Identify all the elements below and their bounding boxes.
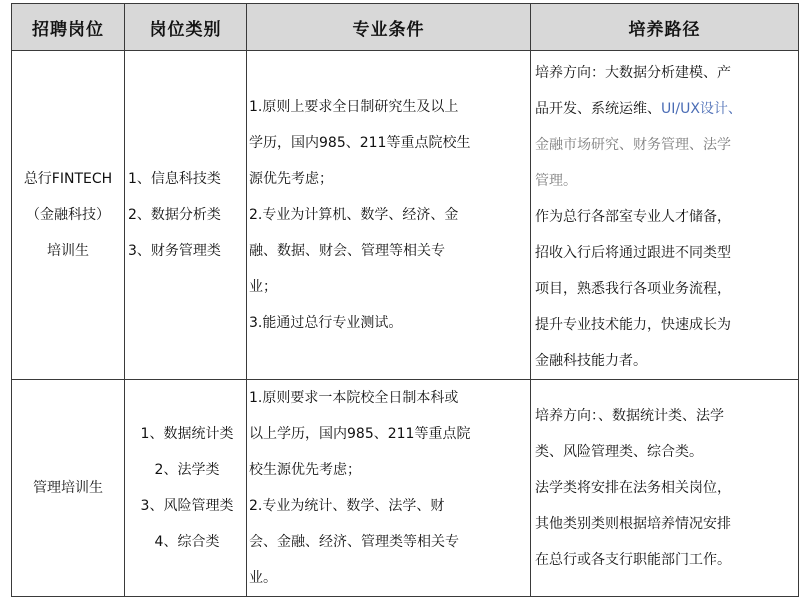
requirements-cell	[247, 380, 531, 597]
requirement-line: 融、数据、财会、管理等相关专	[249, 243, 445, 259]
path-line	[535, 55, 794, 91]
requirement-line: 以上学历，国内985、211等重点院	[249, 426, 471, 442]
category-cell	[125, 380, 247, 597]
path-line: 培养方向：、数据统计类、法学	[535, 408, 724, 424]
header-requirements: 专业条件	[247, 4, 531, 51]
path-line: 提升专业技术能力，快速成长为	[535, 317, 731, 333]
position-line: 总行FINTECH	[23, 171, 113, 187]
path-line: 项目，熟悉我行各项业务流程，	[535, 281, 731, 297]
category-item: 3、财务管理类	[128, 243, 221, 259]
path-text-grey: 管理。	[535, 173, 577, 189]
path-text-highlight: UI/UX设计、	[661, 101, 742, 117]
path-line: 法学类将安排在法务相关岗位，	[535, 480, 731, 496]
position-line: （金融科技）	[26, 207, 110, 223]
position-line: 管理培训生	[33, 480, 103, 496]
path-line: 类、风险管理类、综合类。	[535, 444, 703, 460]
header-position: 招聘岗位	[12, 4, 125, 51]
header-category: 岗位类别	[125, 4, 247, 51]
path-text-grey: 、财务管理、法学	[619, 137, 731, 153]
header-row	[12, 4, 799, 51]
category-item: 1、信息科技类	[128, 171, 221, 187]
requirements-cell	[247, 51, 531, 380]
category-item: 3、风险管理类	[140, 498, 234, 514]
position-line: 培训生	[47, 243, 89, 259]
requirement-line: 业。	[249, 570, 277, 586]
path-line: 招收入行后将通过跟进不同类型	[535, 245, 731, 261]
path-line	[535, 127, 794, 163]
header-training-path: 培养路径	[531, 4, 799, 51]
category-item: 1、数据统计类	[140, 426, 234, 442]
path-text-grey: 金融市场研究	[535, 137, 619, 153]
path-text: 品开发、系统运维、	[535, 101, 661, 117]
table-row-fintech	[12, 51, 799, 380]
category-cell	[125, 51, 247, 380]
path-line: 在总行或各支行职能部门工作。	[535, 552, 731, 568]
requirement-line: 2.专业为计算机、数学、经济、金	[249, 207, 459, 223]
path-line: 作为总行各部室专业人才储备，	[535, 209, 731, 225]
recruitment-table	[11, 3, 799, 597]
training-path-cell	[531, 380, 799, 597]
position-cell	[12, 51, 125, 380]
requirement-line: 2.专业为统计、数学、法学、财	[249, 498, 445, 514]
path-line	[535, 163, 794, 199]
path-text: 培养方向：大数据分析建模、产	[535, 65, 731, 81]
category-item: 2、数据分析类	[128, 207, 221, 223]
requirement-line: 3.能通过总行专业测试。	[249, 315, 403, 331]
requirement-line: 学历，国内985、211等重点院校生	[249, 135, 471, 151]
category-item: 2、法学类	[154, 462, 220, 478]
training-path-cell	[531, 51, 799, 380]
position-cell	[12, 380, 125, 597]
table-row-management	[12, 380, 799, 597]
path-line: 金融科技能力者。	[535, 353, 647, 369]
requirement-line: 1.原则上要求全日制研究生及以上	[249, 99, 459, 115]
path-line: 其他类别类则根据培养情况安排	[535, 516, 731, 532]
requirement-line: 业；	[249, 279, 277, 295]
path-line	[535, 91, 794, 127]
requirement-line: 校生源优先考虑；	[249, 462, 361, 478]
requirement-line: 源优先考虑；	[249, 171, 333, 187]
requirement-line: 1.原则要求一本院校全日制本科或	[249, 390, 459, 406]
requirement-line: 会、金融、经济、管理类等相关专	[249, 534, 459, 550]
category-item: 4、综合类	[154, 534, 220, 550]
